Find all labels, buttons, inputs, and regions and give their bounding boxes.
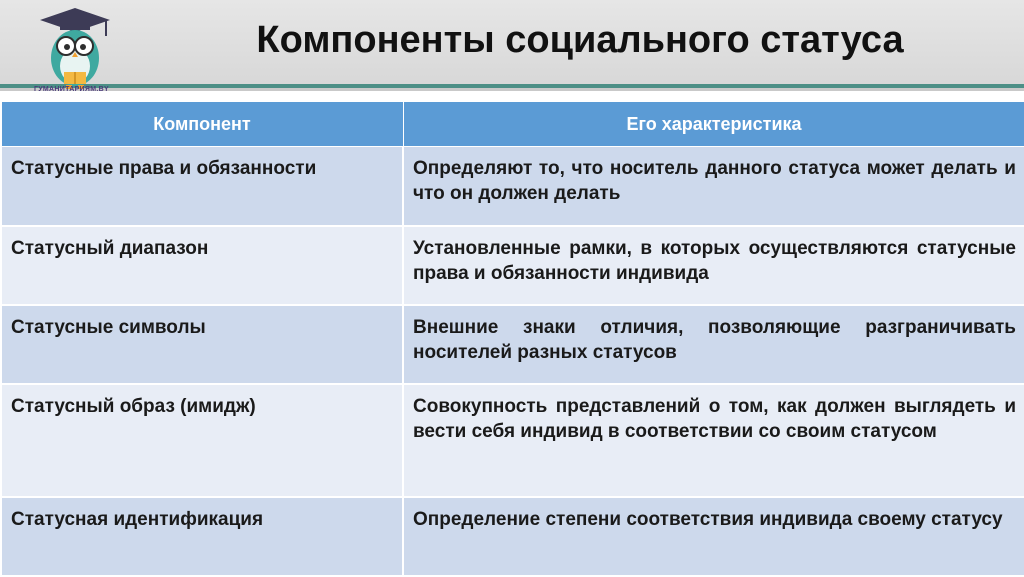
- logo-caption: ГУМАНИТАРИЯМ.BY: [34, 86, 109, 93]
- column-header-component: Компонент: [1, 102, 403, 147]
- owl-logo-icon: [30, 6, 120, 92]
- table-row: [1, 497, 1024, 576]
- component-cell: Статусные символы: [1, 305, 403, 384]
- header-divider: [0, 88, 1024, 91]
- component-cell: Статусные права и обязанности: [1, 147, 403, 226]
- table-header-row: [1, 102, 1024, 147]
- description-cell: Внешние знаки отличия, позволяющие разграничивать носителей разных статусов: [403, 305, 1024, 384]
- table-row: [1, 384, 1024, 497]
- component-cell: Статусная идентификация: [1, 497, 403, 576]
- table-row: [1, 226, 1024, 305]
- description-cell: Определение степени соответствия индивида своему статусу: [403, 497, 1024, 576]
- component-cell: Статусный диапазон: [1, 226, 403, 305]
- description-cell: Определяют то, что носитель данного статуса может делать и что он должен делать: [403, 147, 1024, 226]
- column-header-characteristic: Его характеристика: [403, 102, 1024, 147]
- description-cell: Совокупность представлений о том, как должен выглядеть и вести себя индивид в соответствии со своим статусом: [403, 384, 1024, 497]
- table-row: [1, 147, 1024, 226]
- description-cell: Установленные рамки, в которых осуществляются статусные права и обязанности индивида: [403, 226, 1024, 305]
- table-row: [1, 305, 1024, 384]
- component-cell: Статусный образ (имидж): [1, 384, 403, 497]
- components-table: [0, 101, 1024, 577]
- page-title: Компоненты социального статуса: [256, 19, 904, 61]
